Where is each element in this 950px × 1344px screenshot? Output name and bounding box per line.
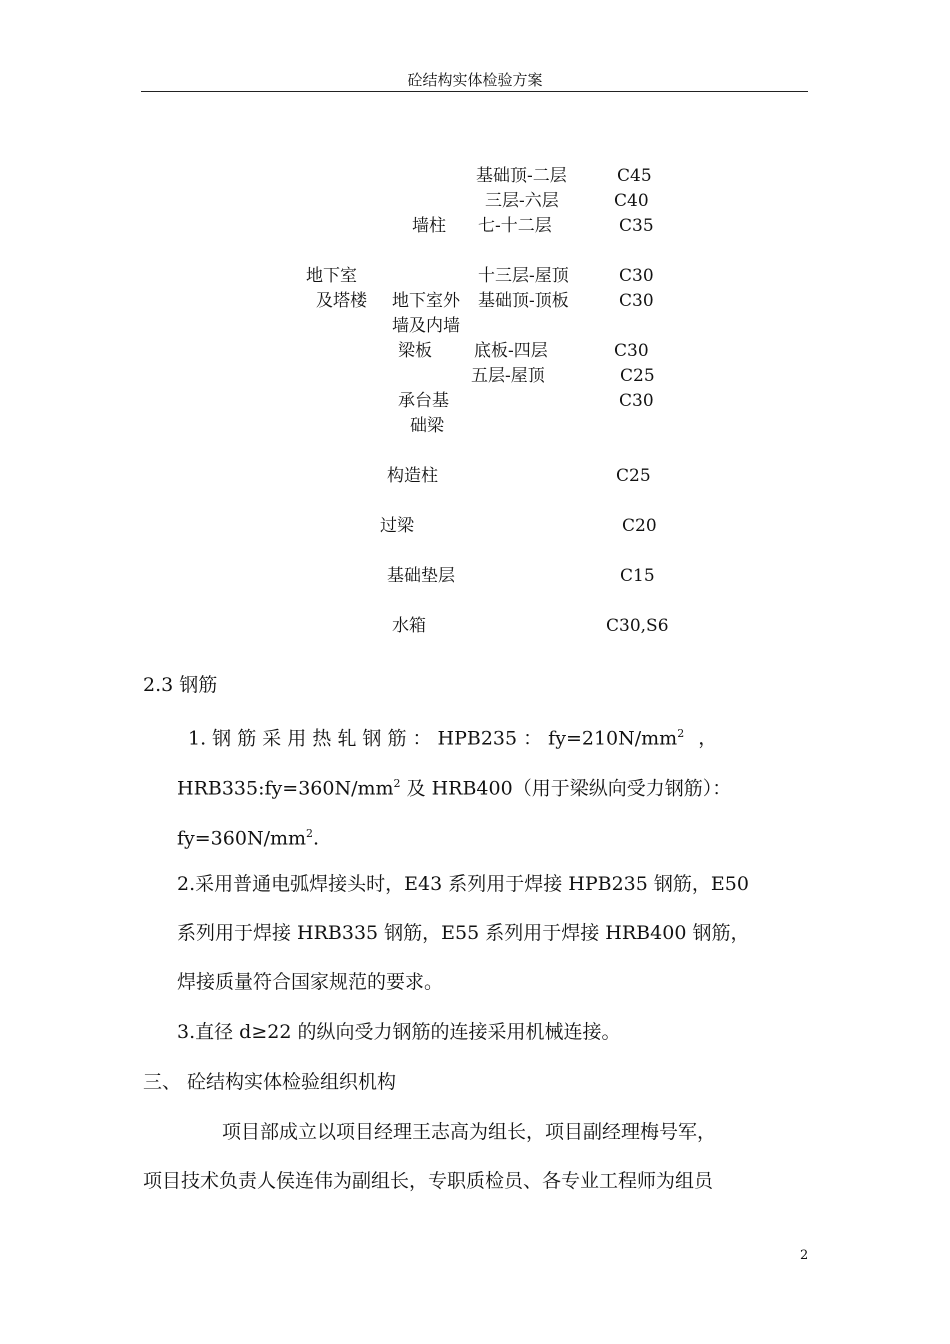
range-cell: 七-十二层 [478, 216, 552, 236]
section-heading-organization: 三、 砼结构实体检验组织机构 [143, 1071, 397, 1093]
text: HRB335:fy=360N/mm [177, 777, 394, 800]
header-divider [141, 91, 808, 92]
section-heading-rebar: 2.3 钢筋 [143, 674, 218, 696]
grade-cell: C15 [620, 566, 655, 586]
grade-cell: C35 [619, 216, 654, 236]
text: . [313, 827, 320, 850]
text: 及 HRB400（用于梁纵向受力钢筋）： [400, 777, 732, 800]
grade-cell: C30 [619, 291, 654, 311]
paragraph-line: 焊接质量符合国家规范的要求。 [177, 971, 444, 993]
paragraph-line: 项目部成立以项目经理王志高为组长，项目副经理梅号军， [222, 1121, 717, 1143]
row-label-wall-column: 墙柱 [412, 216, 446, 236]
grade-cell: C25 [616, 466, 651, 486]
row-label: 基础垫层 [387, 566, 455, 586]
paragraph-line [188, 722, 717, 750]
text: ， [698, 727, 718, 750]
text: 1. 钢 筋 采 用 热 轧 钢 筋 ： HPB235 ： fy=210N/mm [188, 727, 678, 750]
grade-cell: C20 [622, 516, 657, 536]
paragraph-line: 项目技术负责人侯连伟为副组长，专职质检员、各专业工程师为组员 [143, 1170, 714, 1192]
superscript: 2 [306, 827, 314, 840]
range-cell: 基础顶-顶板 [478, 291, 569, 311]
page-header-title: 砼结构实体检验方案 [407, 71, 543, 89]
grade-cell: C30 [619, 266, 654, 286]
range-cell: 基础顶-二层 [476, 166, 567, 186]
paragraph-line: 系列用于焊接 HRB335 钢筋，E55 系列用于焊接 HRB400 钢筋， [177, 922, 750, 944]
group-label: 地下室 [306, 266, 357, 286]
row-label-basement-wall: 墙及内墙 [392, 316, 460, 336]
row-label-basement-wall: 地下室外 [392, 291, 460, 311]
paragraph-line: 2.采用普通电弧焊接头时，E43 系列用于焊接 HPB235 钢筋，E50 [177, 873, 749, 895]
page-number: 2 [800, 1248, 809, 1263]
row-label: 过梁 [380, 516, 414, 536]
row-label: 水箱 [392, 616, 426, 636]
grade-cell: C40 [614, 191, 649, 211]
group-label: 及塔楼 [316, 291, 367, 311]
paragraph-line [177, 772, 731, 800]
superscript: 2 [677, 727, 685, 740]
row-label-cap-beam: 承台基 [398, 391, 449, 411]
superscript: 2 [393, 777, 401, 790]
grade-cell: C25 [620, 366, 655, 386]
grade-cell: C30 [614, 341, 649, 361]
text: fy=360N/mm [177, 827, 307, 850]
range-cell: 五层-屋顶 [471, 366, 545, 386]
grade-cell: C30,S6 [606, 616, 669, 636]
paragraph-line [177, 822, 319, 850]
range-cell: 三层-六层 [485, 191, 559, 211]
paragraph-line: 3.直径 d≥22 的纵向受力钢筋的连接采用机械连接。 [177, 1021, 621, 1043]
row-label: 构造柱 [387, 466, 438, 486]
range-cell: 底板-四层 [474, 341, 548, 361]
row-label-cap-beam: 础梁 [410, 416, 444, 436]
grade-cell: C30 [619, 391, 654, 411]
range-cell: 十三层-屋顶 [478, 266, 569, 286]
grade-cell: C45 [617, 166, 652, 186]
row-label-beam-slab: 梁板 [398, 341, 432, 361]
